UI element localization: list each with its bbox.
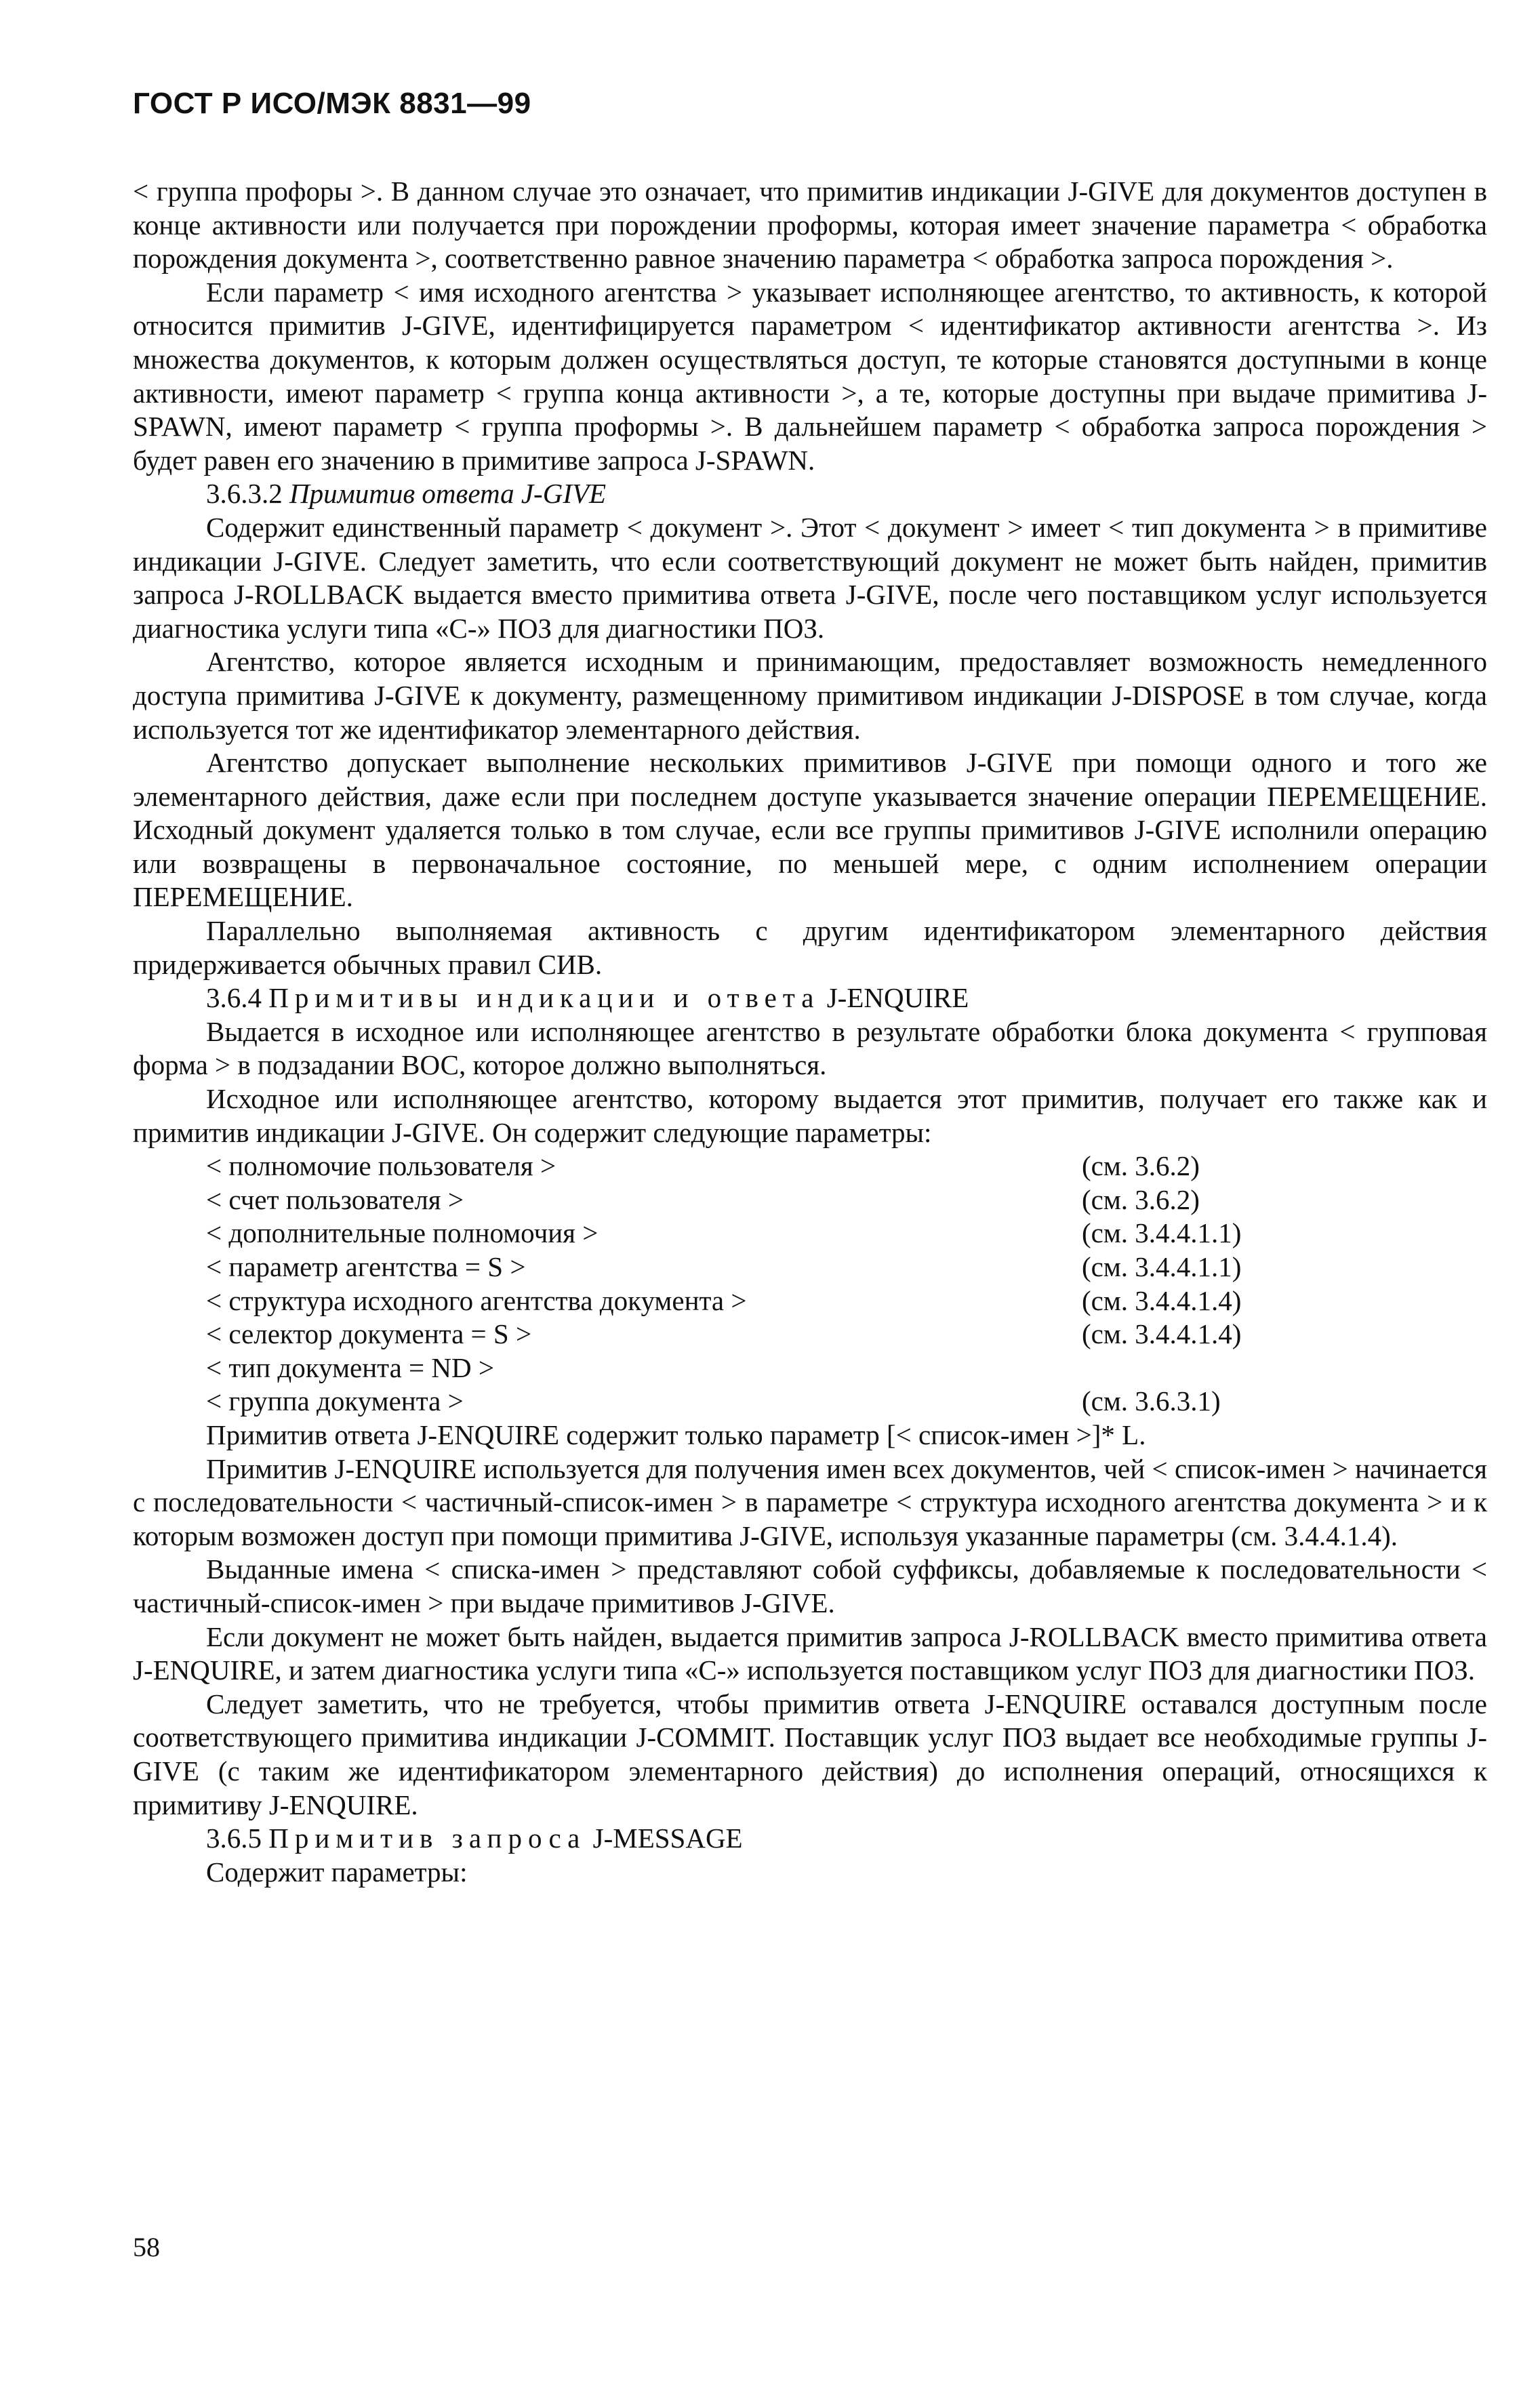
parameter-list (133, 1149, 1487, 1419)
parameter-row (133, 1183, 1487, 1217)
paragraph: < группа профоры >. В данном случае это означает, что примитив индикации J-GIVE для документов доступен в конце активности или получается при порождении проформы, которая имеет значение параметра < обработка порождения документа >, соответственно равное значению параметра < обработка запроса порождения >. (133, 176, 1487, 274)
parameter-name: < счет пользователя > (206, 1183, 464, 1215)
section-title: Примитив запроса (268, 1822, 586, 1854)
paragraph: Содержит параметры: (206, 1856, 468, 1888)
parameter-name: < дополнительные полномочия > (206, 1217, 599, 1249)
paragraph: Если параметр < имя исходного агентства > указывает исполняющее агентство, то активность, к которой относится примитив J-GIVE, идентифицируется параметром < идентификатор активности агентства >. Из множества документов, к которым должен осуществляться доступ, те которые становятся доступными в конце активности, имеют параметр < группа конца активности >, а те, которые доступны при выдаче примитива J-SPAWN, имеют параметр < группа проформы >. В дальнейшем параметр < обработка запроса порождения > будет равен его значению в примитиве запроса J-SPAWN. (133, 276, 1487, 476)
parameter-row (133, 1385, 1487, 1419)
paragraph: Агентство допускает выполнение нескольких примитивов J-GIVE при помощи одного и того же элементарного действия, даже если при последнем доступе указывается значение операции ПЕРЕМЕЩЕНИЕ. Исходный документ удаляется только в том случае, если все группы примитивов J-GIVE исполнили операцию или возвращены в первоначальное состояние, по меньшей мере, с одним исполнением операции ПЕРЕМЕЩЕНИЕ. (133, 747, 1487, 913)
page-content (133, 175, 1487, 1889)
parameter-row (133, 1318, 1487, 1351)
paragraph: Выданные имена < списка-имен > представляют собой суффиксы, добавляемые к последовательности < частичный-список-имен > при выдаче примитивов J-GIVE. (133, 1553, 1487, 1618)
paragraph: Если документ не может быть найден, выдается примитив запроса J-ROLLBACK вместо примитива ответа J-ENQUIRE, и затем диагностика услуги типа «С-» используется поставщиком услуг ПОЗ для диагностики ПОЗ. (133, 1621, 1487, 1686)
parameter-name: < параметр агентства = S > (206, 1251, 526, 1282)
paragraph: Параллельно выполняемая активность с другим идентификатором элементарного действия придерживается обычных правил СИВ. (133, 915, 1487, 980)
parameter-name: < структура исходного агентства документа > (206, 1284, 747, 1316)
parameter-row (133, 1284, 1487, 1318)
paragraph: Выдается в исходное или исполняющее агентство в результате обработки блока документа < групповая форма > в подзадании ВОС, которое должно выполняться. (133, 1015, 1487, 1081)
parameter-reference (1082, 1351, 1487, 1385)
section-heading-3-6-3-2 (133, 477, 1487, 511)
paragraph: Содержит единственный параметр < документ >. Этот < документ > имеет < тип документа > в примитиве индикации J-GIVE. Следует заметить, что если соответствующий документ не может быть найден, примитив запроса J-ROLLBACK выдается вместо примитива ответа J-GIVE, после чего поставщиком услуг используется диагностика услуги типа «С-» ПОЗ для диагностики ПОЗ. (133, 511, 1487, 644)
parameter-row (133, 1217, 1487, 1250)
section-title-tail: J-MESSAGE (586, 1822, 743, 1854)
parameter-reference: (см. 3.4.4.1.4) (1082, 1318, 1242, 1350)
section-title: Примитив ответа J-GIVE (289, 478, 607, 510)
paragraph: Примитив ответа J-ENQUIRE содержит только параметр [< список-имен >]* L. (206, 1419, 1146, 1450)
parameter-reference: (см. 3.4.4.1.1) (1082, 1251, 1242, 1282)
page-number: 58 (133, 2232, 160, 2262)
parameter-reference: (см. 3.4.4.1.4) (1082, 1284, 1242, 1316)
section-number: 3.6.3.2 (206, 478, 289, 510)
section-heading-3-6-5 (133, 1822, 1487, 1856)
paragraph: Следует заметить, что не требуется, чтобы примитив ответа J-ENQUIRE оставался доступным после соответствующего примитива индикации J-COMMIT. Поставщик услуг ПОЗ выдает все необходимые группы J-GIVE (с таким же идентификатором элементарного действия) до исполнения операций, относящихся к примитиву J-ENQUIRE. (133, 1688, 1487, 1820)
parameter-reference: (см. 3.6.2) (1082, 1183, 1200, 1215)
section-title: Примитивы индикации и ответа (268, 982, 820, 1014)
section-title-tail: J-ENQUIRE (819, 982, 969, 1014)
parameter-name: < тип документа = ND > (206, 1351, 494, 1383)
section-number: 3.6.4 (206, 982, 269, 1014)
parameter-name: < селектор документа = S > (206, 1318, 532, 1350)
section-number: 3.6.5 (206, 1822, 269, 1854)
parameter-row (133, 1351, 1487, 1385)
parameter-reference: (см. 3.6.3.1) (1082, 1385, 1221, 1417)
parameter-reference: (см. 3.4.4.1.1) (1082, 1217, 1242, 1249)
parameter-row (133, 1149, 1487, 1183)
paragraph: Агентство, которое является исходным и принимающим, предоставляет возможность немедленного доступа примитива J-GIVE к документу, размещенному примитивом индикации J-DISPOSE в том случае, когда используется тот же идентификатор элементарного действия. (133, 646, 1487, 745)
section-heading-3-6-4 (133, 981, 1487, 1015)
page-header: ГОСТ Р ИСО/МЭК 8831—99 (133, 87, 531, 120)
parameter-name: < полномочие пользователя > (206, 1150, 556, 1182)
parameter-row (133, 1250, 1487, 1284)
paragraph: Примитив J-ENQUIRE используется для получения имен всех документов, чей < список-имен > начинается с последовательности < частичный-список-имен > в параметре < структура исходного агентства документа > и к которым возможен доступ при помощи примитива J-GIVE, используя указанные параметры (см. 3.4.4.1.4). (133, 1452, 1487, 1551)
parameter-reference: (см. 3.6.2) (1082, 1150, 1200, 1182)
paragraph: Исходное или исполняющее агентство, которому выдается этот примитив, получает его также как и примитив индикации J-GIVE. Он содержит следующие параметры: (133, 1083, 1487, 1148)
parameter-name: < группа документа > (206, 1385, 464, 1417)
